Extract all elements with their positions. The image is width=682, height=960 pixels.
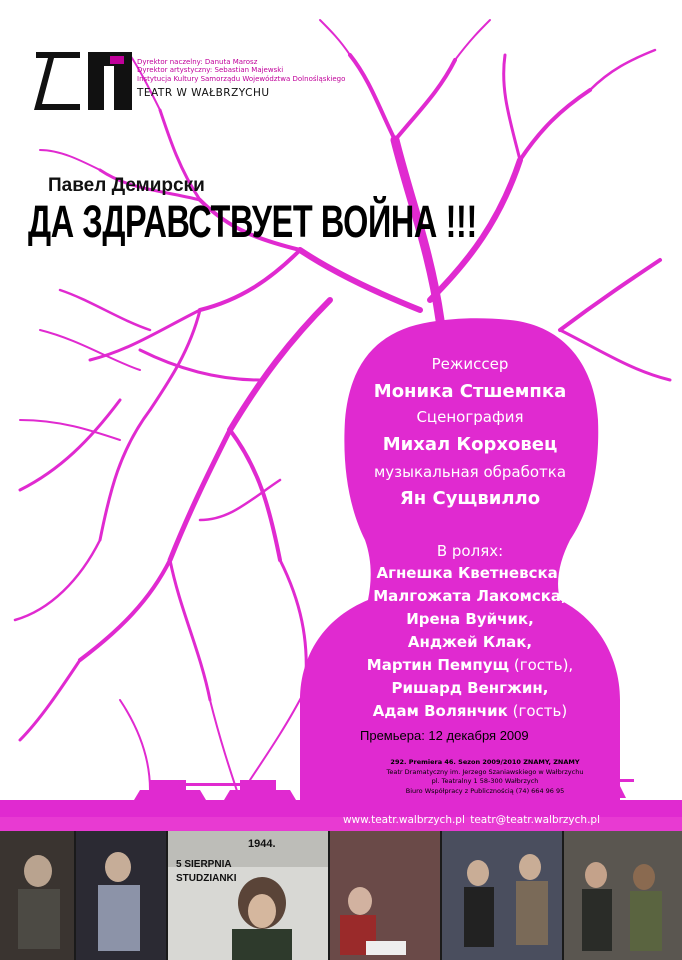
cast-member-note: (гость),: [509, 656, 574, 674]
theatre-logo: [34, 46, 134, 118]
sign-year-text: 1944.: [248, 838, 276, 850]
cast-list: [330, 562, 610, 723]
photo-5: [442, 831, 562, 960]
premiere-date: Премьера: 12 декабря 2009: [360, 728, 529, 743]
theatre-credits: [137, 58, 345, 83]
cast-member-name: Мартин Пемпущ: [366, 656, 510, 674]
cast-member: [330, 677, 610, 700]
production-photo-strip: [0, 831, 682, 960]
theatre-address-line-1: Teatr Dramatyczny im. Jerzego Szaniawskiego w Wałbrzychu: [386, 767, 584, 776]
email-link[interactable]: teatr@teatr.walbrzych.pl: [470, 814, 600, 826]
cast-member: [330, 700, 610, 723]
cast-member-name: Ришард Венгжин,: [391, 679, 549, 697]
cast-heading: [330, 542, 610, 560]
crew-scenography: [330, 408, 610, 426]
cast-member-name: Малгожата Лакомска,: [373, 587, 567, 605]
crew-name: Михал Корховец: [382, 434, 558, 455]
crew-role: Режиссер: [431, 355, 509, 373]
cast-member-name: Адам Волянчик: [372, 702, 508, 720]
play-title: ДА ЗДРАВСТВУЕТ ВОЙНА !!!: [28, 196, 477, 247]
crew-music: [330, 463, 610, 481]
sign-place-text: STUDZIANKI: [176, 873, 237, 884]
website-link[interactable]: www.teatr.walbrzych.pl: [342, 814, 465, 826]
theatre-name: TEATR W WAŁBRZYCHU: [137, 87, 270, 99]
sign-date-text: 5 SIERPNIA: [176, 859, 232, 870]
crew-name: Моника Стшемпка: [373, 381, 567, 402]
production-details: [355, 758, 615, 796]
contact-links: [343, 814, 600, 826]
season-info: 292. Premiera 46. Sezon 2009/2010 ZNAMY, ZNAMY: [390, 758, 580, 766]
cast-member: [330, 654, 610, 677]
cast-member-name: Агнешка Кветневска,: [376, 564, 564, 582]
crew-music-name: [330, 488, 610, 509]
cast-member-name: Ирена Вуйчик,: [406, 610, 534, 628]
cast-member-note: (гость): [507, 702, 568, 720]
cast-member: [330, 608, 610, 631]
theatre-address-line-3: Biuro Współpracy z Publicznością (74) 664 96 95: [405, 786, 565, 795]
cast-member-name: Анджей Клак,: [407, 633, 533, 651]
crew-role: Сценография: [416, 408, 524, 426]
photo-2: [76, 831, 166, 960]
cast-member: [330, 562, 610, 585]
crew-director: [330, 355, 610, 373]
crew-director-name: [330, 381, 610, 402]
credit-line-artistic-director: Dyrektor artystyczny: Sebastian Majewski: [137, 66, 284, 75]
photo-6: [564, 831, 682, 960]
cast-member: [330, 631, 610, 654]
credit-line-director: Dyrektor naczelny: Danuta Marosz: [137, 58, 258, 66]
photo-3: [168, 831, 328, 960]
credit-line-institution: Instytucja Kultury Samorządu Województwa Dolnośląskiego: [137, 74, 346, 83]
photo-1: [0, 831, 74, 960]
crew-scenography-name: [330, 434, 610, 455]
theatre-address-line-2: pl. Teatralny 1 58-300 Wałbrzych: [431, 777, 539, 785]
cast-member: [330, 585, 610, 608]
cast-heading-label: В ролях:: [436, 542, 504, 560]
crew-name: Ян Сущвилло: [399, 488, 541, 509]
photo-4: [330, 831, 440, 960]
crew-role: музыкальная обработка: [373, 463, 567, 481]
play-author: Павел Демирски: [48, 175, 205, 196]
